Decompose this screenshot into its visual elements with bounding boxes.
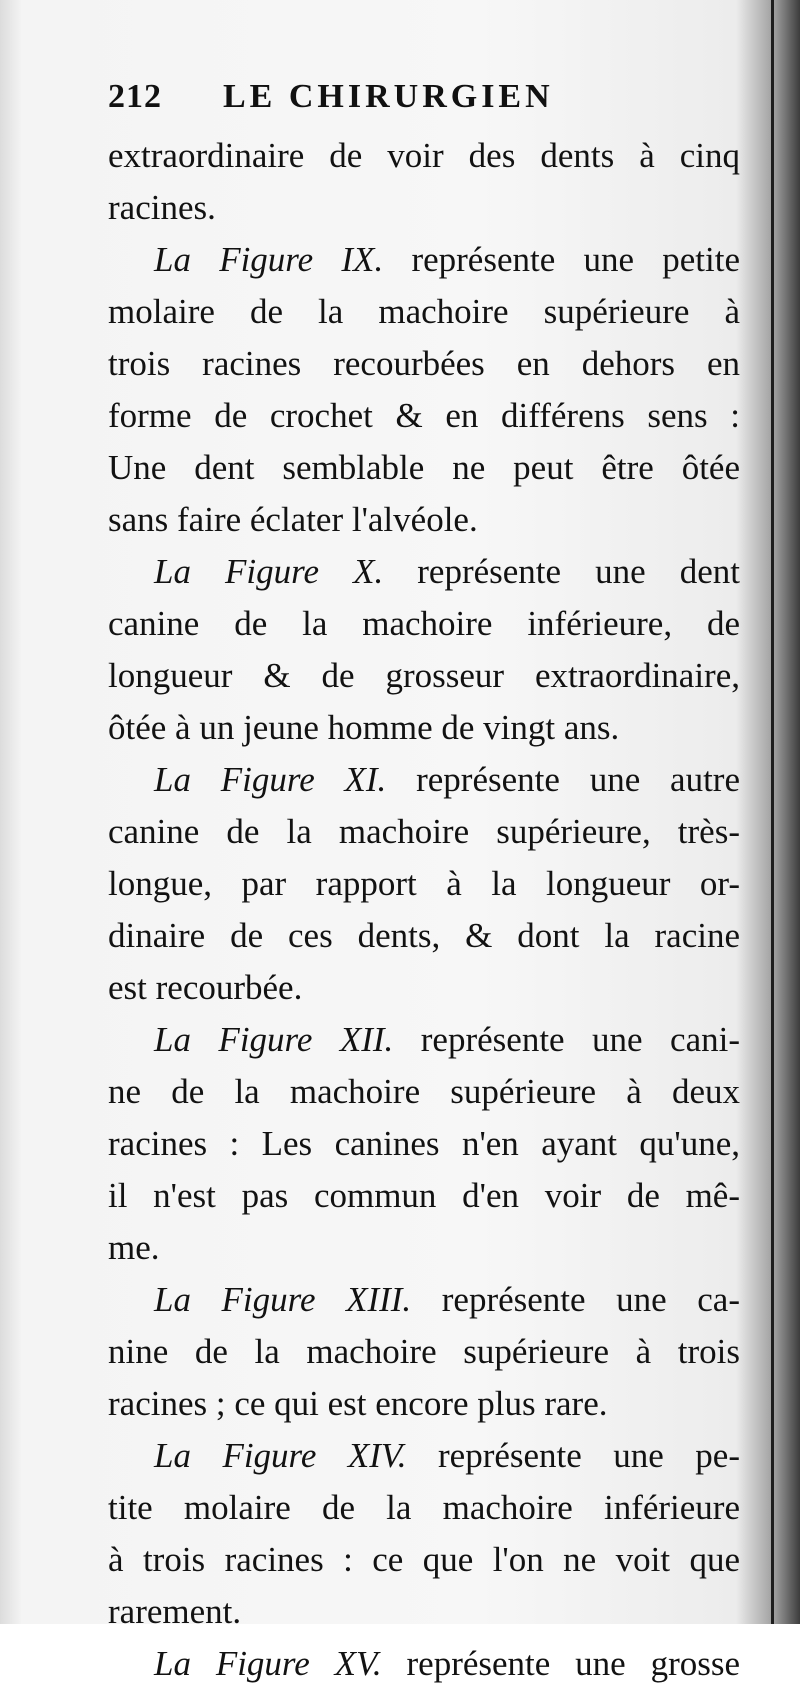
line-text: rarement. <box>108 1592 242 1631</box>
text-line <box>108 1378 740 1430</box>
text-line <box>108 442 740 494</box>
figure-reference: La Figure IX. <box>154 240 384 279</box>
text-line <box>108 1430 740 1482</box>
line-text: est recourbée. <box>108 968 303 1007</box>
text-line <box>108 962 740 1014</box>
text-line <box>108 1638 740 1690</box>
figure-reference: La Figure XV. <box>154 1644 382 1683</box>
line-text: sans faire éclater l'alvéole. <box>108 500 478 539</box>
body-text <box>108 130 740 1690</box>
text-line <box>108 1274 740 1326</box>
line-text: canine de la machoire inférieure, de <box>108 604 740 643</box>
line-text: longueur & de grosseur extraordinaire, <box>108 656 740 695</box>
binding-edge <box>771 0 774 1624</box>
line-text: à trois racines : ce que l'on ne voit que <box>108 1540 740 1579</box>
line-text: racines : Les canines n'en ayant qu'une, <box>108 1124 740 1163</box>
text-line <box>108 182 740 234</box>
text-line <box>108 910 740 962</box>
line-text: représente une ca- <box>411 1280 740 1319</box>
line-text: Une dent semblable ne peut être ôtée <box>108 448 740 487</box>
line-text: canine de la machoire supérieure, très- <box>108 812 740 851</box>
page-number: 212 <box>108 78 162 115</box>
line-text: représente une petite <box>383 240 740 279</box>
text-line <box>108 494 740 546</box>
line-text: il n'est pas commun d'en voir de mê- <box>108 1176 740 1215</box>
text-line <box>108 286 740 338</box>
text-line <box>108 1326 740 1378</box>
text-line <box>108 130 740 182</box>
line-text: me. <box>108 1228 160 1267</box>
figure-reference: La Figure XII. <box>154 1020 394 1059</box>
line-text: longue, par rapport à la longueur or- <box>108 864 740 903</box>
text-line <box>108 702 740 754</box>
line-text: représente une dent <box>383 552 740 591</box>
text-line <box>108 650 740 702</box>
line-text: dinaire de ces dents, & dont la racine <box>108 916 740 955</box>
line-text: représente une autre <box>386 760 740 799</box>
text-line <box>108 338 740 390</box>
text-line <box>108 390 740 442</box>
line-text: racines. <box>108 188 216 227</box>
text-line <box>108 806 740 858</box>
figure-reference: La Figure XIII. <box>154 1280 412 1319</box>
line-text: tite molaire de la machoire inférieure <box>108 1488 740 1527</box>
line-text: molaire de la machoire supérieure à <box>108 292 740 331</box>
figure-reference: La Figure XIV. <box>154 1436 407 1475</box>
text-line <box>108 1534 740 1586</box>
text-line <box>108 858 740 910</box>
text-line <box>108 1482 740 1534</box>
figure-reference: La Figure XI. <box>154 760 387 799</box>
text-line <box>108 234 740 286</box>
line-text: nine de la machoire supérieure à trois <box>108 1332 740 1371</box>
line-text: extraordinaire de voir des dents à cinq <box>108 136 740 175</box>
text-line <box>108 1170 740 1222</box>
line-text: forme de crochet & en différens sens : <box>108 396 740 435</box>
text-line <box>108 754 740 806</box>
line-text: ôtée à un jeune homme de vingt ans. <box>108 708 620 747</box>
text-line <box>108 1118 740 1170</box>
text-line <box>108 1586 740 1638</box>
figure-reference: La Figure X. <box>154 552 384 591</box>
line-text: trois racines recourbées en dehors en <box>108 344 740 383</box>
line-text: représente une grosse <box>381 1644 740 1683</box>
line-text: racines ; ce qui est encore plus rare. <box>108 1384 608 1423</box>
text-line <box>108 546 740 598</box>
line-text: représente une cani- <box>393 1020 740 1059</box>
text-line <box>108 1014 740 1066</box>
text-line <box>108 1222 740 1274</box>
page-header <box>108 78 628 122</box>
text-line <box>108 1066 740 1118</box>
running-head: LE CHIRURGIEN <box>223 78 554 115</box>
line-text: ne de la machoire supérieure à deux <box>108 1072 740 1111</box>
line-text: représente une pe- <box>406 1436 740 1475</box>
text-line <box>108 598 740 650</box>
